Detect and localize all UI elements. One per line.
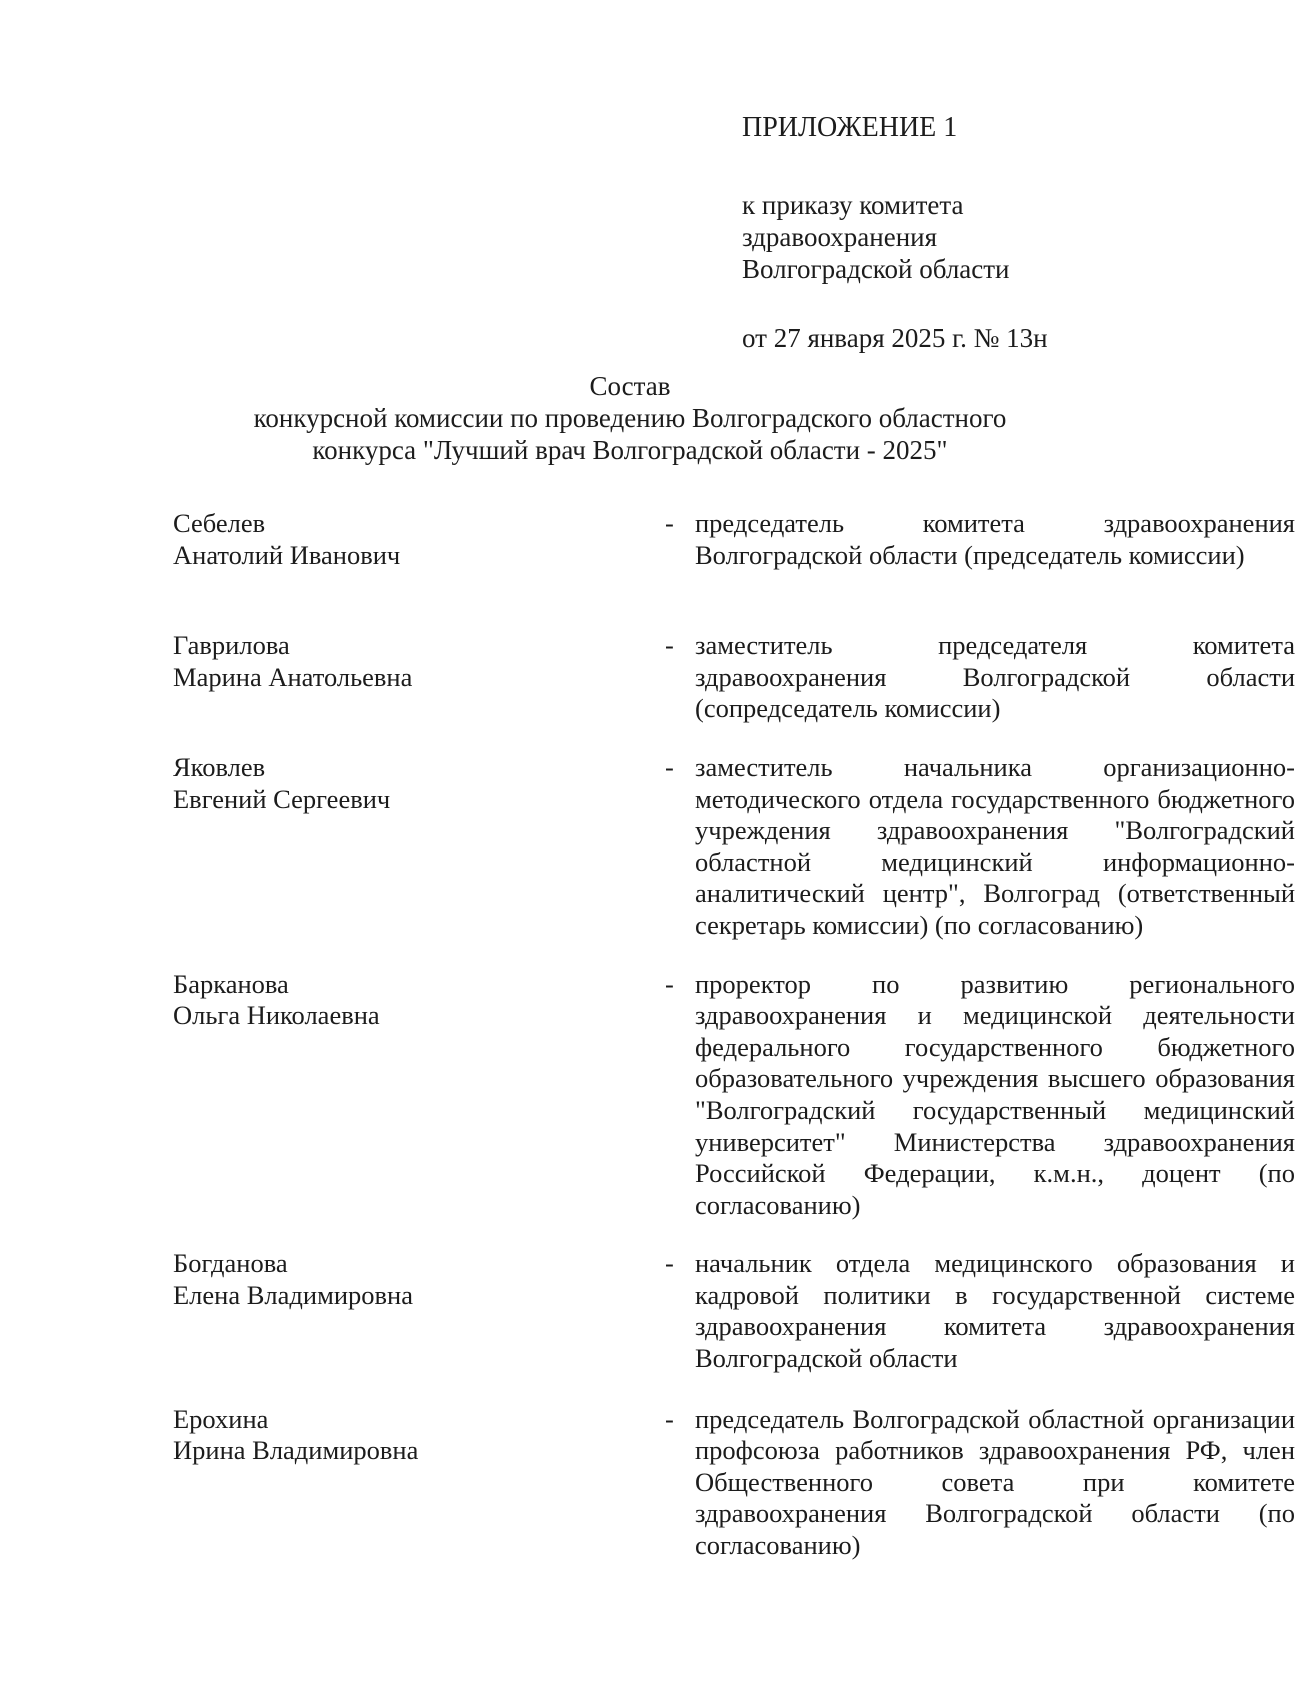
appendix-title: ПРИЛОЖЕНИЕ 1 xyxy=(742,112,958,143)
member-given-names: Елена Владимировна xyxy=(173,1279,413,1310)
member-given-names: Ирина Владимировна xyxy=(173,1435,419,1466)
member-role: заместитель председателя комитета здравоохранения Волгоградской области (сопредседатель комиссии) xyxy=(695,630,1295,724)
member-surname: Ерохина xyxy=(173,1403,269,1434)
member-role: председатель Волгоградской областной организации профсоюза работников здравоохранения РФ, член Общественного совета при комитете здравоохранения Волгоградской области (по согласованию) xyxy=(695,1403,1295,1561)
member-role: председатель комитета здравоохранения Волгоградской области (председатель комиссии) xyxy=(695,508,1295,570)
member-surname: Барканова xyxy=(173,968,289,999)
member-surname: Яковлев xyxy=(173,751,266,782)
member-dash: - xyxy=(665,508,674,538)
appendix-reference xyxy=(742,189,1122,285)
heading-line: конкурса "Лучший врач Волгоградской области - 2025" xyxy=(312,435,948,465)
member-entry xyxy=(173,630,1295,725)
member-name xyxy=(173,969,493,1032)
order-date: от 27 января 2025 г. № 13н xyxy=(742,323,1048,353)
member-entry xyxy=(173,1403,1295,1562)
member-dash: - xyxy=(665,1248,674,1279)
member-surname: Себелев xyxy=(173,508,266,538)
member-role: заместитель начальника организационно-методического отдела государственного бюджетного учреждения здравоохранения "Волгоградский областной медицинский информационно-аналитический центр", Волгоград (ответственный секретарь комиссии) (по согласованию) xyxy=(695,751,1295,940)
member-name xyxy=(173,508,493,571)
member-role: начальник отдела медицинского образования и кадровой политики в государственной системе здравоохранения комитета здравоохранения Волгоградской области xyxy=(695,1248,1295,1374)
member-name xyxy=(173,630,493,693)
member-dash: - xyxy=(665,968,674,999)
member-surname: Гаврилова xyxy=(173,630,290,661)
appendix-reference-line: Волгоградской области xyxy=(742,254,1010,284)
member-name xyxy=(173,1248,493,1311)
member-given-names: Ольга Николаевна xyxy=(173,1000,380,1031)
member-entry xyxy=(173,968,1295,1222)
member-entry xyxy=(173,1248,1295,1374)
member-name xyxy=(173,1404,493,1467)
member-name xyxy=(173,752,493,815)
member-given-names: Евгений Сергеевич xyxy=(173,783,391,814)
member-given-names: Анатолий Иванович xyxy=(173,539,401,570)
member-given-names: Марина Анатольевна xyxy=(173,661,413,692)
document-heading xyxy=(150,370,1110,466)
member-entry xyxy=(173,508,1295,571)
appendix-block xyxy=(742,112,1122,354)
member-surname: Богданова xyxy=(173,1248,288,1279)
member-role: проректор по развитию регионального здравоохранения и медицинской деятельности федерального государственного бюджетного образовательного учреждения высшего образования "Волгоградский государственный медицинский университет" Министерства здравоохранения Российской Федерации, к.м.н., доцент (по согласованию) xyxy=(695,968,1295,1220)
member-entry xyxy=(173,751,1295,942)
commission-member-list xyxy=(173,508,1295,1562)
heading-line: Состав xyxy=(589,371,671,401)
appendix-reference-line: к приказу комитета xyxy=(742,190,964,220)
appendix-reference-line: здравоохранения xyxy=(742,222,938,252)
heading-line: конкурсной комиссии по проведению Волгоградского областного xyxy=(253,403,1007,433)
member-dash: - xyxy=(665,751,674,782)
member-dash: - xyxy=(665,1403,674,1434)
member-dash: - xyxy=(665,630,674,661)
